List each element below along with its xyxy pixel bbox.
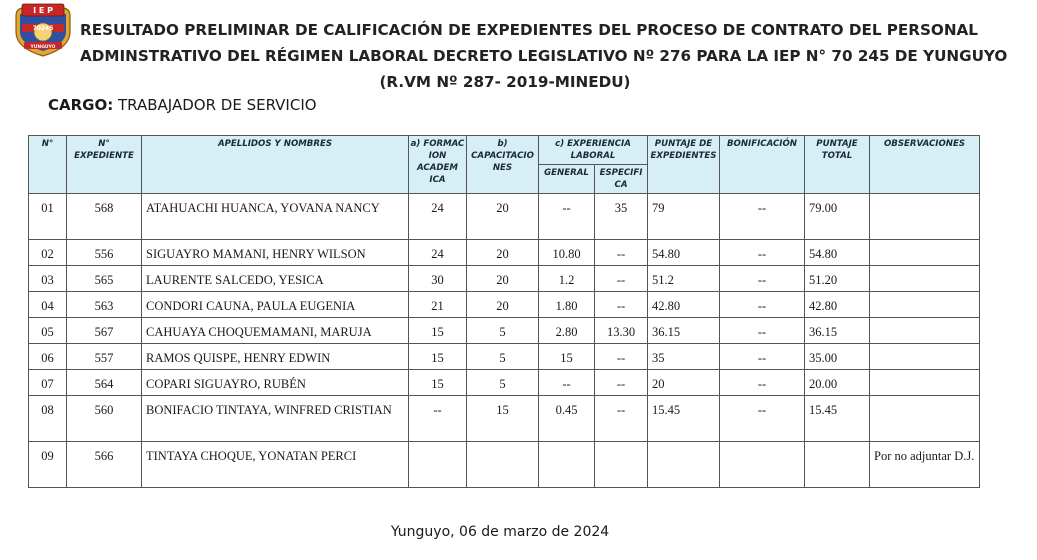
cell-n: 08 [29, 396, 67, 442]
cell-expediente: 568 [67, 194, 142, 240]
school-logo [12, 2, 74, 58]
header-experiencia: c) EXPERIENCIA LABORAL [539, 136, 648, 165]
header-n: N° [29, 136, 67, 194]
cell-nombre: ATAHUACHI HUANCA, YOVANA NANCY [142, 194, 409, 240]
cell-capacitaciones: 5 [467, 318, 539, 344]
cell-puntaje-total: 35.00 [805, 344, 870, 370]
cell-puntaje-expedientes: 36.15 [648, 318, 720, 344]
cell-general: 15 [539, 344, 595, 370]
cell-observaciones [870, 396, 980, 442]
cell-formacion [409, 442, 467, 488]
place-date: Yunguyo, 06 de marzo de 2024 [390, 524, 610, 540]
logo-badge-text: I E P [33, 6, 53, 15]
cell-general: 2.80 [539, 318, 595, 344]
cell-observaciones [870, 292, 980, 318]
logo-number-text: 70245 [32, 25, 54, 32]
document-title [80, 17, 1008, 95]
cell-expediente: 565 [67, 266, 142, 292]
cell-nombre: SIGUAYRO MAMANI, HENRY WILSON [142, 240, 409, 266]
cell-general: 1.80 [539, 292, 595, 318]
cell-general: -- [539, 194, 595, 240]
cell-nombre: CONDORI CAUNA, PAULA EUGENIA [142, 292, 409, 318]
cell-expediente: 564 [67, 370, 142, 396]
cell-general: -- [539, 370, 595, 396]
cell-n: 07 [29, 370, 67, 396]
cell-puntaje-expedientes: 51.2 [648, 266, 720, 292]
table-row [29, 318, 980, 344]
cell-n: 05 [29, 318, 67, 344]
cell-capacitaciones [467, 442, 539, 488]
header-formacion: a) FORMAC ION ACADEM ICA [409, 136, 467, 194]
cell-general: 0.45 [539, 396, 595, 442]
header-especifica: ESPECIFI CA [595, 165, 648, 194]
cell-bonificacion: -- [720, 318, 805, 344]
cell-observaciones [870, 318, 980, 344]
cargo-label: CARGO: [48, 96, 114, 114]
table-body [29, 194, 980, 488]
cell-puntaje-expedientes: 20 [648, 370, 720, 396]
cell-bonificacion: -- [720, 266, 805, 292]
cell-especifica: -- [595, 396, 648, 442]
cell-n: 02 [29, 240, 67, 266]
table-row [29, 344, 980, 370]
cell-puntaje-expedientes: 35 [648, 344, 720, 370]
cell-expediente: 556 [67, 240, 142, 266]
cell-observaciones [870, 240, 980, 266]
cell-bonificacion: -- [720, 344, 805, 370]
header-puntaje-total: PUNTAJE TOTAL [805, 136, 870, 194]
cell-general: 1.2 [539, 266, 595, 292]
cell-observaciones [870, 344, 980, 370]
cell-capacitaciones: 20 [467, 194, 539, 240]
cell-observaciones: Por no adjuntar D.J. [870, 442, 980, 488]
cell-puntaje-total: 20.00 [805, 370, 870, 396]
cell-puntaje-total: 51.20 [805, 266, 870, 292]
cell-expediente: 557 [67, 344, 142, 370]
cell-nombre: CAHUAYA CHOQUEMAMANI, MARUJA [142, 318, 409, 344]
cell-capacitaciones: 5 [467, 344, 539, 370]
header-capacitaciones: b) CAPACITACIO NES [467, 136, 539, 194]
cell-bonificacion [720, 442, 805, 488]
cell-puntaje-total [805, 442, 870, 488]
cell-nombre: COPARI SIGUAYRO, RUBÉN [142, 370, 409, 396]
cell-formacion: 15 [409, 318, 467, 344]
cell-nombre: LAURENTE SALCEDO, YESICA [142, 266, 409, 292]
cell-puntaje-total: 79.00 [805, 194, 870, 240]
table-row [29, 396, 980, 442]
cell-observaciones [870, 370, 980, 396]
header-bonificacion: BONIFICACIÓN [720, 136, 805, 194]
cell-especifica: -- [595, 344, 648, 370]
cell-puntaje-expedientes: 54.80 [648, 240, 720, 266]
cell-expediente: 566 [67, 442, 142, 488]
cell-bonificacion: -- [720, 292, 805, 318]
cell-especifica: 35 [595, 194, 648, 240]
cargo-value: TRABAJADOR DE SERVICIO [118, 96, 317, 114]
cell-nombre: TINTAYA CHOQUE, YONATAN PERCI [142, 442, 409, 488]
cell-nombre: RAMOS QUISPE, HENRY EDWIN [142, 344, 409, 370]
cargo-line [48, 96, 317, 114]
logo-town-text: YUNGUYO [30, 45, 56, 50]
cell-puntaje-expedientes: 15.45 [648, 396, 720, 442]
cell-puntaje-total: 15.45 [805, 396, 870, 442]
cell-capacitaciones: 20 [467, 266, 539, 292]
header-general: GENERAL [539, 165, 595, 194]
cell-bonificacion: -- [720, 370, 805, 396]
cell-capacitaciones: 5 [467, 370, 539, 396]
cell-puntaje-expedientes [648, 442, 720, 488]
table-row [29, 442, 980, 488]
table-row [29, 266, 980, 292]
title-line-3: (R.VM Nº 287- 2019-MINEDU) [379, 73, 631, 91]
cell-puntaje-expedientes: 42.80 [648, 292, 720, 318]
cell-especifica: 13.30 [595, 318, 648, 344]
cell-bonificacion: -- [720, 240, 805, 266]
cell-formacion: 15 [409, 370, 467, 396]
cell-formacion: 21 [409, 292, 467, 318]
cell-n: 06 [29, 344, 67, 370]
cell-capacitaciones: 15 [467, 396, 539, 442]
cell-capacitaciones: 20 [467, 240, 539, 266]
cell-puntaje-expedientes: 79 [648, 194, 720, 240]
header-observaciones: OBSERVACIONES [870, 136, 980, 194]
cell-especifica: -- [595, 266, 648, 292]
cell-puntaje-total: 42.80 [805, 292, 870, 318]
cell-formacion: -- [409, 396, 467, 442]
cell-formacion: 24 [409, 240, 467, 266]
cell-observaciones [870, 266, 980, 292]
cell-formacion: 24 [409, 194, 467, 240]
cell-expediente: 567 [67, 318, 142, 344]
cell-capacitaciones: 20 [467, 292, 539, 318]
cell-observaciones [870, 194, 980, 240]
cell-bonificacion: -- [720, 396, 805, 442]
cell-expediente: 560 [67, 396, 142, 442]
cell-n: 01 [29, 194, 67, 240]
cell-n: 09 [29, 442, 67, 488]
cell-puntaje-total: 54.80 [805, 240, 870, 266]
table-row [29, 292, 980, 318]
cell-n: 03 [29, 266, 67, 292]
cell-especifica [595, 442, 648, 488]
header-expediente: N° EXPEDIENTE [67, 136, 142, 194]
cell-nombre: BONIFACIO TINTAYA, WINFRED CRISTIAN [142, 396, 409, 442]
results-table [28, 135, 980, 488]
cell-n: 04 [29, 292, 67, 318]
cell-especifica: -- [595, 370, 648, 396]
header-puntaje-expedientes: PUNTAJE DE EXPEDIENTES [648, 136, 720, 194]
cell-expediente: 563 [67, 292, 142, 318]
cell-especifica: -- [595, 240, 648, 266]
cell-formacion: 15 [409, 344, 467, 370]
table-row [29, 194, 980, 240]
header-nombres: APELLIDOS Y NOMBRES [142, 136, 409, 194]
cell-general: 10.80 [539, 240, 595, 266]
table-row [29, 370, 980, 396]
cell-especifica: -- [595, 292, 648, 318]
title-line-1: RESULTADO PRELIMINAR DE CALIFICACIÓN DE EXPEDIENTES DEL PROCESO DE CONTRATO DEL PERSONAL [80, 21, 978, 39]
table-row [29, 240, 980, 266]
cell-formacion: 30 [409, 266, 467, 292]
cell-bonificacion: -- [720, 194, 805, 240]
cell-general [539, 442, 595, 488]
cell-puntaje-total: 36.15 [805, 318, 870, 344]
title-line-2: ADMINSTRATIVO DEL RÉGIMEN LABORAL DECRETO LEGISLATIVO Nº 276 PARA LA IEP N° 70 245 DE YUNGUYO [80, 47, 1008, 65]
